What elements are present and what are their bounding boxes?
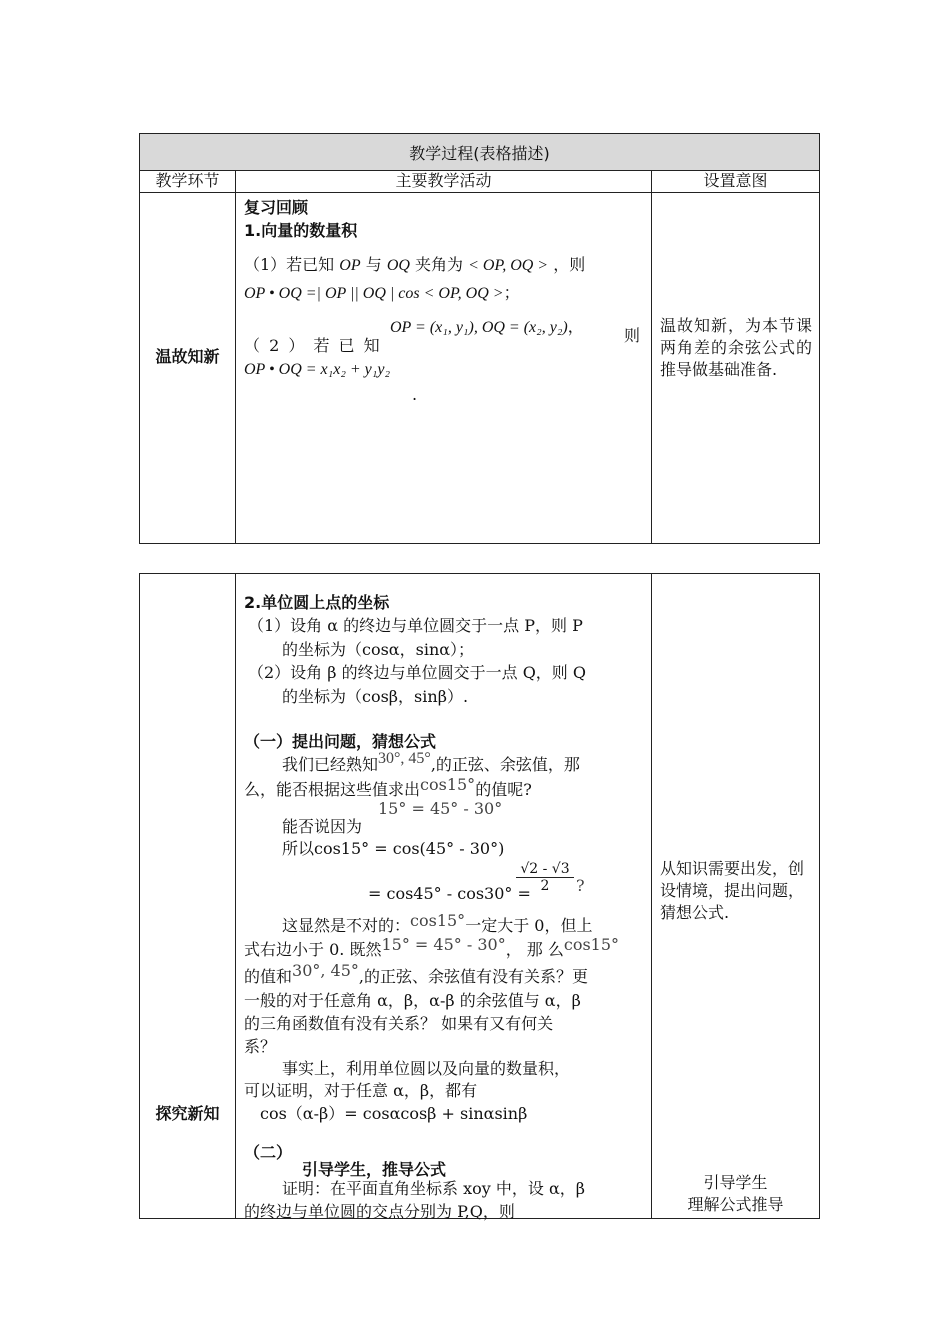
text-line-5: 所以cos15° = cos(45° - 30°): [282, 839, 505, 858]
heading-derive: 引导学生，推导公式: [302, 1160, 447, 1179]
text-line-17: 的终边与单位圆的交点分别为 P,Q，则: [244, 1202, 515, 1221]
heading-derive-num: （二）: [244, 1143, 293, 1162]
text-line-3: 15° = 45° - 30°: [378, 799, 503, 818]
table-header: [140, 134, 819, 170]
review-title: 复习回顾: [244, 198, 309, 217]
heading-propose: （一）提出问题，猜想公式: [244, 732, 437, 751]
fraction-denominator: 2: [540, 878, 550, 894]
row-label-explore: 探究新知: [155, 1104, 220, 1123]
table-header-title: 教学过程(表格描述): [409, 144, 550, 163]
section-2-title: 2.单位圆上点的坐标: [244, 593, 390, 612]
p1-line-b: 的坐标为（cosα，sinα）；: [282, 640, 475, 659]
review-table: [139, 133, 820, 544]
item2-formula: OP • OQ = x₁x₂ + y₁y₂: [244, 361, 390, 378]
text-line-8: 式右边小于 0. 既然15° = 45° - 30°， 那 么cos15°: [244, 935, 620, 959]
p2-line-b: 的坐标为（cosβ，sinβ）.: [282, 687, 469, 706]
cosine-formula: cos（α-β）= cosαcosβ + sinαsinβ: [260, 1104, 528, 1123]
col-header-activity: 主要教学活动: [395, 171, 492, 190]
fraction: [516, 861, 574, 894]
col-header-intent: 设置意图: [703, 171, 768, 190]
text-line-12: 系？: [244, 1037, 277, 1056]
section-1-title: 1.向量的数量积: [244, 221, 358, 240]
text-line-4: 能否说因为: [282, 817, 363, 836]
item2-then: 则: [624, 326, 641, 345]
item2-coords: OP = (x₁, y₁), OQ = (x₂, y₂)，: [390, 319, 584, 336]
intent-review: 温故知新，为本节课两角差的余弦公式的推导做基础准备.: [660, 316, 812, 379]
explore-table: [139, 573, 820, 1219]
p1-line-a: （1）设角 α 的终边与单位圆交于一点 P，则 P: [248, 616, 583, 635]
text-line-10: 一般的对于任意角 α，β，α-β 的余弦值与 α，β: [244, 991, 581, 1010]
question-mark: ?: [576, 876, 585, 895]
p2-line-a: （2）设角 β 的终边与单位圆交于一点 Q，则 Q: [248, 663, 587, 682]
item2-period: .: [412, 385, 418, 404]
col-header-stage: 教学环节: [155, 171, 220, 190]
intent-explore: 从知识需要出发，创设情境，提出问题，猜想公式.: [660, 859, 805, 922]
text-line-13: 事实上，利用单位圆以及向量的数量积，: [282, 1059, 571, 1078]
item1-formula: OP • OQ =| OP || OQ | cos < OP, OQ >；: [244, 285, 520, 302]
text-line-7: 这显然是不对的：cos15°一定大于 0，但上: [282, 911, 593, 935]
text-line-16: 证明：在平面直角坐标系 xoy 中，设 α，β: [282, 1179, 586, 1198]
row-label-review: 温故知新: [155, 347, 220, 366]
intent-derive: 引导学生 理解公式推导: [687, 1173, 784, 1214]
text-line-9: 的值和30°, 45°,的正弦、余弦值有没有关系？更: [244, 961, 588, 986]
text-line-2: 么，能否根据这些值求出cos15°的值呢?: [244, 775, 532, 799]
text-line-14: 可以证明，对于任意 α，β，都有: [244, 1081, 478, 1100]
fraction-numerator: √2 - √3: [516, 861, 574, 878]
text-line-1: 我们已经熟知30°, 45°,的正弦、余弦值，那: [282, 750, 580, 774]
item1-line: （1）若已知 OP 与 OQ 夹角为 < OP, OQ > ，则: [244, 255, 586, 274]
text-line-6: = cos45° - cos30° =: [368, 884, 531, 903]
text-line-11: 的三角函数值有没有关系？ 如果有又有何关: [244, 1014, 554, 1033]
item2-label: （ 2 ） 若 已 知: [244, 336, 382, 355]
